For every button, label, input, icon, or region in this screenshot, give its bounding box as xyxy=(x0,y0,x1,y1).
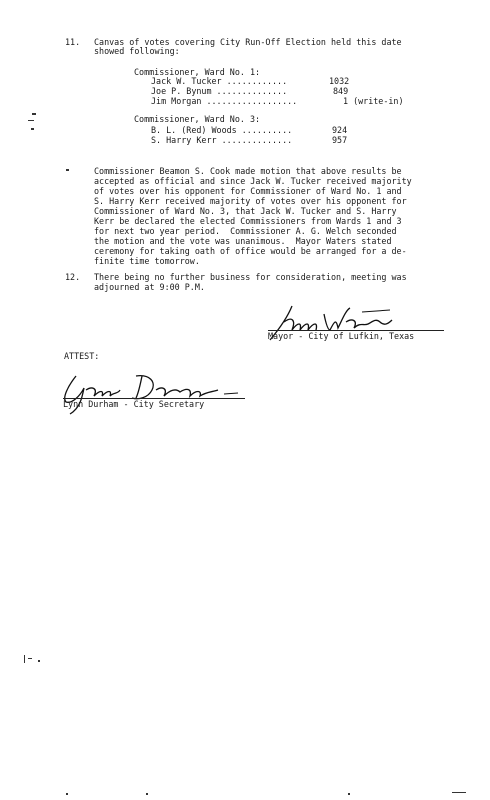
ward-1-votes: 1 (write-in) xyxy=(343,96,404,106)
item-12-number: 12. xyxy=(65,272,81,282)
ward-3-votes: 957 xyxy=(332,135,348,145)
margin-mark xyxy=(32,113,36,115)
ward-3-candidate: B. L. (Red) Woods .......... xyxy=(151,125,293,135)
mayor-caption: Mayor - City of Lufkin, Texas xyxy=(268,331,415,341)
margin-mark xyxy=(38,660,40,662)
ward-3-heading: Commissioner, Ward No. 3: xyxy=(134,114,261,124)
item-11-line-1: Canvas of votes covering City Run-Off Election held this date xyxy=(94,37,402,47)
motion-line: ceremony for taking oath of office would be arranged for a de- xyxy=(94,246,407,256)
scan-speck xyxy=(146,793,148,795)
scan-speck xyxy=(348,793,350,795)
ward-1-candidate: Jack W. Tucker ............ xyxy=(151,76,288,86)
ward-3-votes: 924 xyxy=(332,125,348,135)
margin-mark xyxy=(31,128,34,130)
ward-1-heading: Commissioner, Ward No. 1: xyxy=(134,67,261,77)
ward-1-candidate: Joe P. Bynum .............. xyxy=(151,86,288,96)
motion-line: of votes over his opponent for Commissioner of Ward No. 1 and xyxy=(94,186,402,196)
scan-speck xyxy=(452,792,466,793)
motion-line: Kerr be declared the elected Commissioners from Wards 1 and 3 xyxy=(94,216,402,226)
motion-line: for next two year period. Commissioner A. G. Welch seconded xyxy=(94,226,397,236)
item-11-number: 11. xyxy=(65,37,81,47)
motion-line: accepted as official and since Jack W. Tucker received majority xyxy=(94,176,412,186)
ward-3-candidate: S. Harry Kerr .............. xyxy=(151,135,293,145)
item-11-line-2: showed following: xyxy=(94,46,180,56)
motion-line: finite time tomorrow. xyxy=(94,256,200,266)
motion-line: the motion and the vote was unanimous. Mayor Waters stated xyxy=(94,236,392,246)
bullet-mark xyxy=(66,169,69,171)
secretary-caption: Lynn Durham - City Secretary xyxy=(63,399,205,409)
motion-line: S. Harry Kerr received majority of votes over his opponent for xyxy=(94,196,407,206)
attest-label: ATTEST: xyxy=(64,351,100,361)
ward-1-candidate: Jim Morgan .................. xyxy=(151,96,298,106)
margin-mark xyxy=(28,120,34,121)
margin-mark xyxy=(28,658,32,659)
item-12-line-2: adjourned at 9:00 P.M. xyxy=(94,282,205,292)
ward-1-votes: 1032 xyxy=(329,76,350,86)
motion-line: Commissioner Beamon S. Cook made motion that above results be xyxy=(94,166,402,176)
motion-line: Commissioner of Ward No. 3, that Jack W. Tucker and S. Harry xyxy=(94,206,397,216)
item-12-line-1: There being no further business for consideration, meeting was xyxy=(94,272,407,282)
secretary-signature xyxy=(58,368,248,418)
margin-mark xyxy=(24,655,25,663)
scan-speck xyxy=(66,793,68,795)
ward-1-votes: 849 xyxy=(333,86,349,96)
